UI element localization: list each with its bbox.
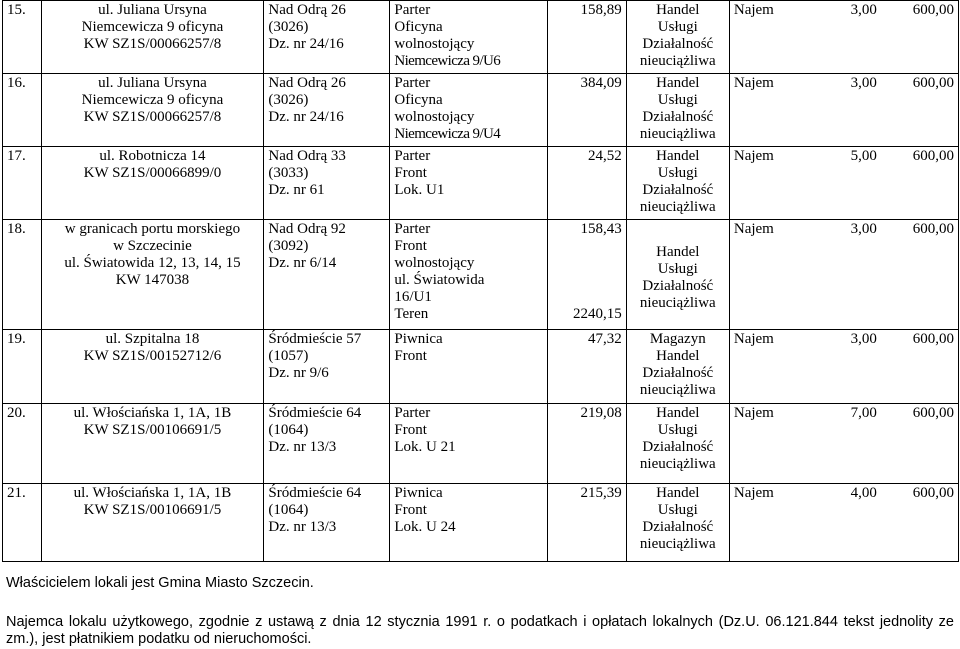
use-cell-line: Handel bbox=[656, 75, 700, 91]
area-cell-line bbox=[552, 255, 622, 272]
lease-type: Najem bbox=[733, 485, 774, 501]
use-cell-line: Handel bbox=[656, 148, 700, 164]
lease-type: Najem bbox=[733, 2, 774, 18]
rate-value: 3,00 bbox=[850, 75, 877, 91]
fee-cell bbox=[729, 1, 958, 74]
use-cell-line: Usługi bbox=[657, 165, 698, 181]
address-cell-line: KW SZ1S/00066257/8 bbox=[83, 109, 222, 125]
rate-value: 3,00 bbox=[850, 221, 877, 237]
address-cell-line: ul. Włościańska 1, 1A, 1B bbox=[73, 405, 232, 421]
premises-cell-line: Lok. U 24 bbox=[394, 519, 456, 535]
premises-cell-line: Front bbox=[394, 165, 427, 181]
address-cell bbox=[41, 1, 264, 74]
use-cell bbox=[626, 484, 729, 562]
plot-cell bbox=[264, 220, 390, 330]
row-number: 21. bbox=[3, 484, 42, 562]
row-number: 15. bbox=[3, 1, 42, 74]
area-cell bbox=[547, 147, 626, 220]
fee-values bbox=[734, 405, 954, 422]
amount-value: 600,00 bbox=[912, 221, 954, 237]
area-cell-line: 384,09 bbox=[580, 75, 622, 91]
premises-cell-line: Front bbox=[394, 422, 427, 438]
premises-cell-line: Parter bbox=[394, 405, 431, 421]
premises-cell-line: wolnostojący bbox=[394, 36, 475, 52]
use-cell-line: Działalność bbox=[642, 36, 714, 52]
plot-cell-line: (1064) bbox=[268, 422, 309, 438]
use-cell bbox=[626, 74, 729, 147]
row-number: 16. bbox=[3, 74, 42, 147]
premises-cell bbox=[390, 220, 547, 330]
use-cell bbox=[626, 147, 729, 220]
fee-cell bbox=[729, 74, 958, 147]
tax-note: Najemca lokalu użytkowego, zgodnie z ustawą z dnia 12 stycznia 1991 r. o podatkach i opłatach lokalnych (Dz.U. 06.121.844 tekst jednolity ze zm.), jest płatnikiem podatku od nieruchomości. bbox=[6, 614, 954, 647]
premises-table-body bbox=[3, 1, 959, 562]
premises-cell-line: Parter bbox=[394, 2, 431, 18]
premises-cell-line: 16/U1 bbox=[394, 289, 432, 305]
premises-cell-line: Teren bbox=[394, 306, 429, 322]
premises-cell-line: Front bbox=[394, 348, 427, 364]
area-cell-line bbox=[552, 289, 622, 306]
use-cell-line: Magazyn bbox=[649, 331, 706, 347]
address-cell-line: KW 147038 bbox=[115, 272, 190, 288]
amount-value: 600,00 bbox=[912, 2, 954, 18]
plot-cell-line: Śródmieście 64 bbox=[268, 405, 362, 421]
address-cell-line: ul. Juliana Ursyna bbox=[98, 2, 207, 18]
plot-cell-line: Śródmieście 64 bbox=[268, 485, 362, 501]
rate-value: 3,00 bbox=[850, 2, 877, 18]
use-cell-line: nieuciążliwa bbox=[639, 295, 716, 311]
use-cell-line: Handel bbox=[656, 405, 700, 421]
area-cell bbox=[547, 484, 626, 562]
use-cell-line: Handel bbox=[656, 485, 700, 501]
premises-cell-line: Piwnica bbox=[394, 331, 443, 347]
plot-cell-line: Dz. nr 9/6 bbox=[268, 365, 329, 381]
amount-value: 600,00 bbox=[912, 331, 954, 347]
use-cell-line: Usługi bbox=[657, 422, 698, 438]
plot-cell-line: Śródmieście 57 bbox=[268, 331, 362, 347]
address-cell bbox=[41, 330, 264, 404]
use-cell-line: nieuciążliwa bbox=[639, 536, 716, 552]
address-cell bbox=[41, 74, 264, 147]
plot-cell-line: (1064) bbox=[268, 502, 309, 518]
amount-value: 600,00 bbox=[912, 148, 954, 164]
plot-cell-line: Dz. nr 24/16 bbox=[268, 36, 344, 52]
lease-type: Najem bbox=[733, 221, 774, 237]
amount-value: 600,00 bbox=[912, 75, 954, 91]
fee-cell bbox=[729, 220, 958, 330]
table-row bbox=[3, 330, 959, 404]
address-cell bbox=[41, 220, 264, 330]
area-cell bbox=[547, 330, 626, 404]
area-cell-line: 215,39 bbox=[580, 485, 622, 501]
premises-cell-line: Parter bbox=[394, 75, 431, 91]
address-cell-line: KW SZ1S/00106691/5 bbox=[83, 422, 222, 438]
plot-cell-line: Nad Odrą 92 bbox=[268, 221, 346, 237]
plot-cell-line: Nad Odrą 26 bbox=[268, 2, 346, 18]
rate-value: 5,00 bbox=[850, 148, 877, 164]
plot-cell bbox=[264, 484, 390, 562]
area-cell-line: 24,52 bbox=[588, 148, 622, 164]
address-cell-line: ul. Robotnicza 14 bbox=[99, 148, 206, 164]
use-cell-line: nieuciążliwa bbox=[639, 126, 716, 142]
plot-cell-line: (3026) bbox=[268, 92, 309, 108]
premises-cell bbox=[390, 484, 547, 562]
fee-cell bbox=[729, 147, 958, 220]
lease-type: Najem bbox=[733, 75, 774, 91]
plot-cell-line: (3026) bbox=[268, 19, 309, 35]
plot-cell bbox=[264, 330, 390, 404]
premises-cell-line: ul. Światowida bbox=[394, 272, 485, 288]
area-cell bbox=[547, 404, 626, 484]
plot-cell bbox=[264, 404, 390, 484]
address-cell bbox=[41, 147, 264, 220]
area-cell-line: 2240,15 bbox=[573, 306, 622, 322]
use-cell-line: Usługi bbox=[657, 92, 698, 108]
address-cell-line: ul. Szpitalna 18 bbox=[105, 331, 200, 347]
use-cell-line: Działalność bbox=[642, 439, 714, 455]
plot-cell-line: Dz. nr 24/16 bbox=[268, 109, 344, 125]
address-cell-line: w Szczecinie bbox=[113, 238, 192, 254]
use-cell-line: nieuciążliwa bbox=[639, 382, 716, 398]
amount-value: 600,00 bbox=[912, 485, 954, 501]
lease-type: Najem bbox=[733, 405, 774, 421]
use-cell bbox=[626, 404, 729, 484]
premises-cell-line: Oficyna bbox=[394, 92, 443, 108]
fee-cell bbox=[729, 484, 958, 562]
use-cell-line: nieuciążliwa bbox=[639, 456, 716, 472]
premises-cell-line: Niemcewicza 9/U4 bbox=[394, 126, 501, 142]
fee-values bbox=[734, 331, 954, 348]
premises-cell-line: Piwnica bbox=[394, 485, 443, 501]
premises-cell-line: Parter bbox=[394, 221, 431, 237]
use-cell bbox=[626, 1, 729, 74]
address-cell-line: KW SZ1S/00106691/5 bbox=[83, 502, 222, 518]
use-cell-line: nieuciążliwa bbox=[639, 199, 716, 215]
use-cell-line: Handel bbox=[656, 2, 700, 18]
table-row bbox=[3, 1, 959, 74]
use-cell-line: Działalność bbox=[642, 519, 714, 535]
address-cell-line: ul. Światowida 12, 13, 14, 15 bbox=[64, 255, 241, 271]
address-cell-line: KW SZ1S/00066257/8 bbox=[83, 36, 222, 52]
use-cell-line: Działalność bbox=[642, 365, 714, 381]
fee-values bbox=[734, 148, 954, 165]
area-cell-line bbox=[552, 238, 622, 255]
rate-value: 7,00 bbox=[850, 405, 877, 421]
area-cell bbox=[547, 1, 626, 74]
plot-cell-line: Dz. nr 13/3 bbox=[268, 439, 337, 455]
address-cell-line: KW SZ1S/00152712/6 bbox=[83, 348, 222, 364]
area-cell-line: 47,32 bbox=[588, 331, 622, 347]
use-cell-line: Handel bbox=[656, 244, 700, 260]
premises-cell bbox=[390, 404, 547, 484]
fee-values bbox=[734, 485, 954, 502]
plot-cell bbox=[264, 74, 390, 147]
address-cell-line: ul. Włościańska 1, 1A, 1B bbox=[73, 485, 232, 501]
plot-cell-line: Dz. nr 6/14 bbox=[268, 255, 337, 271]
premises-cell-line: Lok. U1 bbox=[394, 182, 445, 198]
address-cell bbox=[41, 484, 264, 562]
plot-cell-line: Dz. nr 61 bbox=[268, 182, 325, 198]
plot-cell-line: (3092) bbox=[268, 238, 309, 254]
table-row bbox=[3, 147, 959, 220]
table-row bbox=[3, 404, 959, 484]
address-cell bbox=[41, 404, 264, 484]
amount-value: 600,00 bbox=[912, 405, 954, 421]
area-cell-line: 158,89 bbox=[580, 2, 622, 18]
premises-cell-line: Lok. U 21 bbox=[394, 439, 456, 455]
fee-cell bbox=[729, 330, 958, 404]
area-cell-line: 158,43 bbox=[580, 221, 622, 237]
use-cell bbox=[626, 330, 729, 404]
plot-cell bbox=[264, 1, 390, 74]
lease-type: Najem bbox=[733, 331, 774, 347]
premises-cell-line: wolnostojący bbox=[394, 255, 475, 271]
row-number: 17. bbox=[3, 147, 42, 220]
premises-cell-line: wolnostojący bbox=[394, 109, 475, 125]
area-cell bbox=[547, 220, 626, 330]
plot-cell-line: Dz. nr 13/3 bbox=[268, 519, 337, 535]
use-cell-line bbox=[631, 227, 725, 244]
plot-cell-line: (3033) bbox=[268, 165, 309, 181]
premises-cell-line: Parter bbox=[394, 148, 431, 164]
row-number: 20. bbox=[3, 404, 42, 484]
premises-cell bbox=[390, 147, 547, 220]
row-number: 19. bbox=[3, 330, 42, 404]
premises-table bbox=[2, 0, 959, 562]
use-cell-line: Działalność bbox=[642, 278, 714, 294]
owner-note: Właścicielem lokali jest Gmina Miasto Szczecin. bbox=[6, 575, 314, 591]
use-cell-line: Działalność bbox=[642, 182, 714, 198]
rate-value: 4,00 bbox=[850, 485, 877, 501]
premises-cell bbox=[390, 330, 547, 404]
use-cell-line: Usługi bbox=[657, 19, 698, 35]
fee-values bbox=[734, 75, 954, 92]
plot-cell-line: (1057) bbox=[268, 348, 309, 364]
address-cell-line: KW SZ1S/00066899/0 bbox=[83, 165, 222, 181]
premises-cell-line: Oficyna bbox=[394, 19, 443, 35]
fee-cell bbox=[729, 404, 958, 484]
plot-cell-line: Nad Odrą 26 bbox=[268, 75, 346, 91]
area-cell bbox=[547, 74, 626, 147]
use-cell-line: Usługi bbox=[657, 502, 698, 518]
fee-values bbox=[734, 2, 954, 19]
use-cell-line: nieuciążliwa bbox=[639, 53, 716, 69]
use-cell bbox=[626, 220, 729, 330]
table-row bbox=[3, 484, 959, 562]
table-row bbox=[3, 74, 959, 147]
plot-cell bbox=[264, 147, 390, 220]
use-cell-line: Usługi bbox=[657, 261, 698, 277]
table-row bbox=[3, 220, 959, 330]
row-number: 18. bbox=[3, 220, 42, 330]
use-cell-line: Handel bbox=[656, 348, 700, 364]
area-cell-line bbox=[552, 272, 622, 289]
premises-cell-line: Front bbox=[394, 502, 427, 518]
address-cell-line: ul. Juliana Ursyna bbox=[98, 75, 207, 91]
address-cell-line: Niemcewicza 9 oficyna bbox=[81, 19, 224, 35]
area-cell-line: 219,08 bbox=[580, 405, 622, 421]
lease-type: Najem bbox=[733, 148, 774, 164]
plot-cell-line: Nad Odrą 33 bbox=[268, 148, 346, 164]
premises-cell bbox=[390, 1, 547, 74]
premises-cell bbox=[390, 74, 547, 147]
address-cell-line: w granicach portu morskiego bbox=[64, 221, 241, 237]
use-cell-line: Działalność bbox=[642, 109, 714, 125]
premises-cell-line: Front bbox=[394, 238, 427, 254]
address-cell-line: Niemcewicza 9 oficyna bbox=[81, 92, 224, 108]
fee-values bbox=[734, 221, 954, 238]
premises-cell-line: Niemcewicza 9/U6 bbox=[394, 53, 501, 69]
rate-value: 3,00 bbox=[850, 331, 877, 347]
